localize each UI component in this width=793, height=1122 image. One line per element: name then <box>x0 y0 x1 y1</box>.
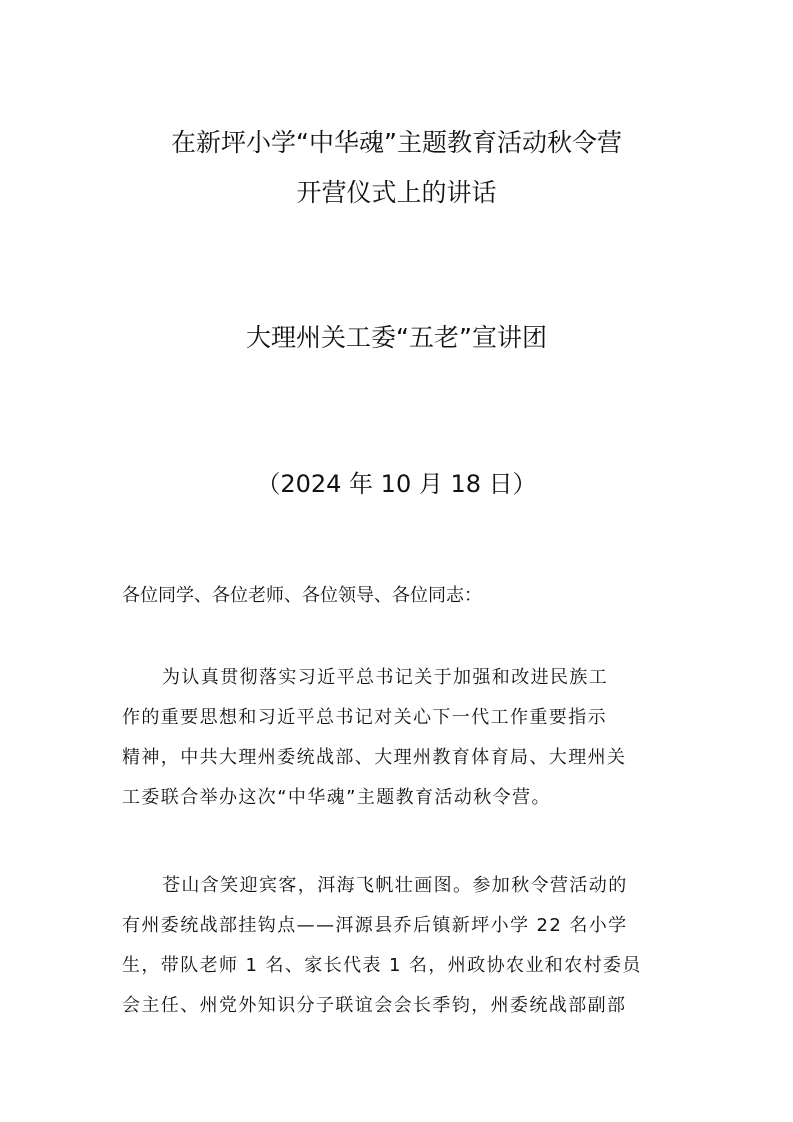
paragraph-line: 苍山含笑迎宾客，洱海飞帆壮画图。参加秋令营活动的 <box>162 875 628 896</box>
paragraph-line: 为认真贯彻落实习近平总书记关于加强和改进民族工 <box>162 667 609 688</box>
paragraph-1 <box>122 658 671 818</box>
document-author: 大理州关工委“五老”宣讲团 <box>246 323 547 352</box>
document-title-line-2: 开营仪式上的讲话 <box>296 178 497 207</box>
paragraph-line: 精神，中共大理州委统战部、大理州教育体育局、大理州关 <box>122 747 627 768</box>
document-title-line-1: 在新坪小学“中华魂”主题教育活动秋令营 <box>171 128 622 157</box>
paragraph-line: 生，带队老师 1 名、家长代表 1 名，州政协农业和农村委员 <box>122 955 642 976</box>
paragraph-line: 有州委统战部挂钩点——洱源县乔后镇新坪小学 22 名小学 <box>122 915 628 936</box>
paragraph-2 <box>122 866 671 1026</box>
paragraph-line: 作的重要思想和习近平总书记对关心下一代工作重要指示 <box>122 707 607 728</box>
document-date: （2024 年 10 月 18 日） <box>256 470 537 498</box>
salutation: 各位同学、各位老师、各位领导、各位同志： <box>122 585 482 606</box>
paragraph-line: 工委联合举办这次“中华魂”主题教育活动秋令营。 <box>122 787 551 808</box>
paragraph-line: 会主任、州党外知识分子联谊会会长季钧，州委统战部副部 <box>122 995 627 1016</box>
